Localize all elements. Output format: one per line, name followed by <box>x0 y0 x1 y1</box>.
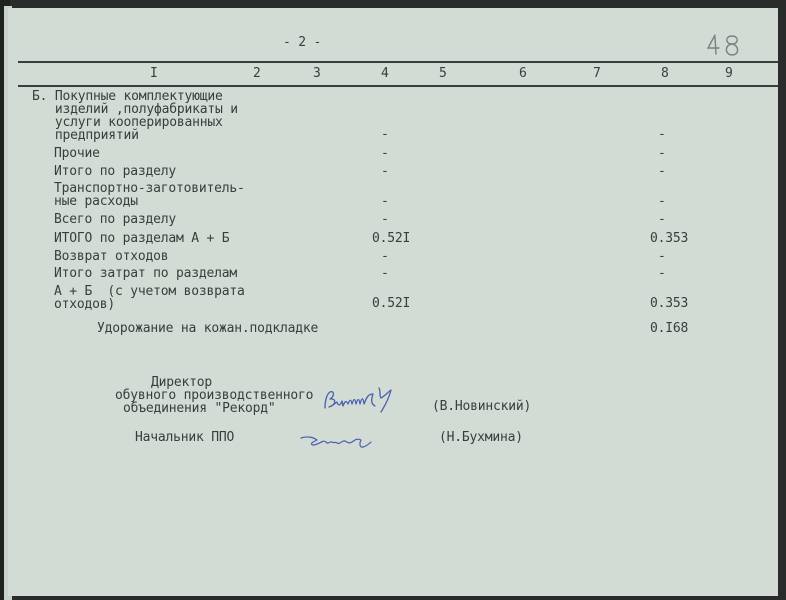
column-header-6: 6 <box>519 66 527 81</box>
column-header-3: 3 <box>313 66 321 81</box>
ppo-head-name: (Н.Бухмина) <box>439 430 523 445</box>
cell-col4-waste-return: - <box>381 249 389 264</box>
cell-col8-section-sum: - <box>658 212 666 227</box>
cell-col4-ab-with-waste: 0.52I <box>372 296 411 311</box>
column-header-8: 8 <box>661 66 669 81</box>
cell-col8-purchased: - <box>658 127 666 142</box>
cell-col4-section-total: - <box>381 164 389 179</box>
cell-col8-other: - <box>658 146 666 161</box>
cell-col4-purchased: - <box>381 127 389 142</box>
cell-col8-total-ab: 0.353 <box>650 231 689 246</box>
cell-col8-ab-with-waste: 0.353 <box>650 296 689 311</box>
column-header-7: 7 <box>593 66 601 81</box>
header-bottom-rule <box>18 85 778 87</box>
column-header-4: 4 <box>381 66 389 81</box>
ppo-head-title: Начальник ППО <box>135 430 235 445</box>
row-label-total-ab: ИТОГО по разделам А + Б <box>54 231 230 246</box>
column-header-1: I <box>150 66 158 81</box>
cell-col8-transport: - <box>658 194 666 209</box>
row-label-price-increase: Удорожание на кожан.подкладке <box>97 321 319 336</box>
document-page <box>8 8 778 596</box>
cell-col4-transport: - <box>381 194 389 209</box>
row-label-ab-with-waste-line1: А + Б (с учетом возврата <box>54 284 245 299</box>
director-signature <box>321 382 421 416</box>
row-label-section-total: Итого по разделу <box>54 164 177 179</box>
director-name: (В.Новинский) <box>432 399 532 414</box>
page-number: - 2 - <box>283 35 322 50</box>
cell-col4-total-ab: 0.52I <box>372 231 411 246</box>
row-label-other: Прочие <box>54 146 100 161</box>
cell-col4-total-costs: - <box>381 266 389 281</box>
row-label-purchased-components-line1: Б. Покупные комплектующие <box>32 89 223 104</box>
director-title-line2: обувного производственного <box>115 388 314 403</box>
director-title-line3: объединения "Рекорд" <box>123 401 276 416</box>
column-header-5: 5 <box>439 66 447 81</box>
column-header-9: 9 <box>725 66 733 81</box>
cell-col4-other: - <box>381 146 389 161</box>
row-label-purchased-components-line2: изделий ,полуфабрикаты и <box>32 102 238 117</box>
cell-col8-waste-return: - <box>658 249 666 264</box>
row-label-total-costs: Итого затрат по разделам <box>54 266 238 281</box>
row-label-ab-with-waste-line2: отходов) <box>54 297 116 312</box>
row-label-purchased-components-line4: предприятий <box>32 128 139 143</box>
ppo-head-signature <box>297 426 377 452</box>
handwritten-page-number <box>705 32 745 60</box>
row-label-purchased-components-line3: услуги кооперированных <box>32 115 223 130</box>
cell-col4-section-sum: - <box>381 212 389 227</box>
row-label-waste-return: Возврат отходов <box>54 249 169 264</box>
header-top-rule <box>18 61 778 63</box>
row-label-transport-line2: ные расходы <box>54 194 138 209</box>
row-label-section-sum: Всего по разделу <box>54 212 177 227</box>
row-label-transport-line1: Транспортно-заготовитель- <box>54 181 245 196</box>
director-title-line1: Директор <box>151 375 213 390</box>
column-header-2: 2 <box>253 66 261 81</box>
cell-col8-section-total: - <box>658 164 666 179</box>
cell-col8-total-costs: - <box>658 266 666 281</box>
cell-col8-price-increase: 0.I68 <box>650 321 689 336</box>
